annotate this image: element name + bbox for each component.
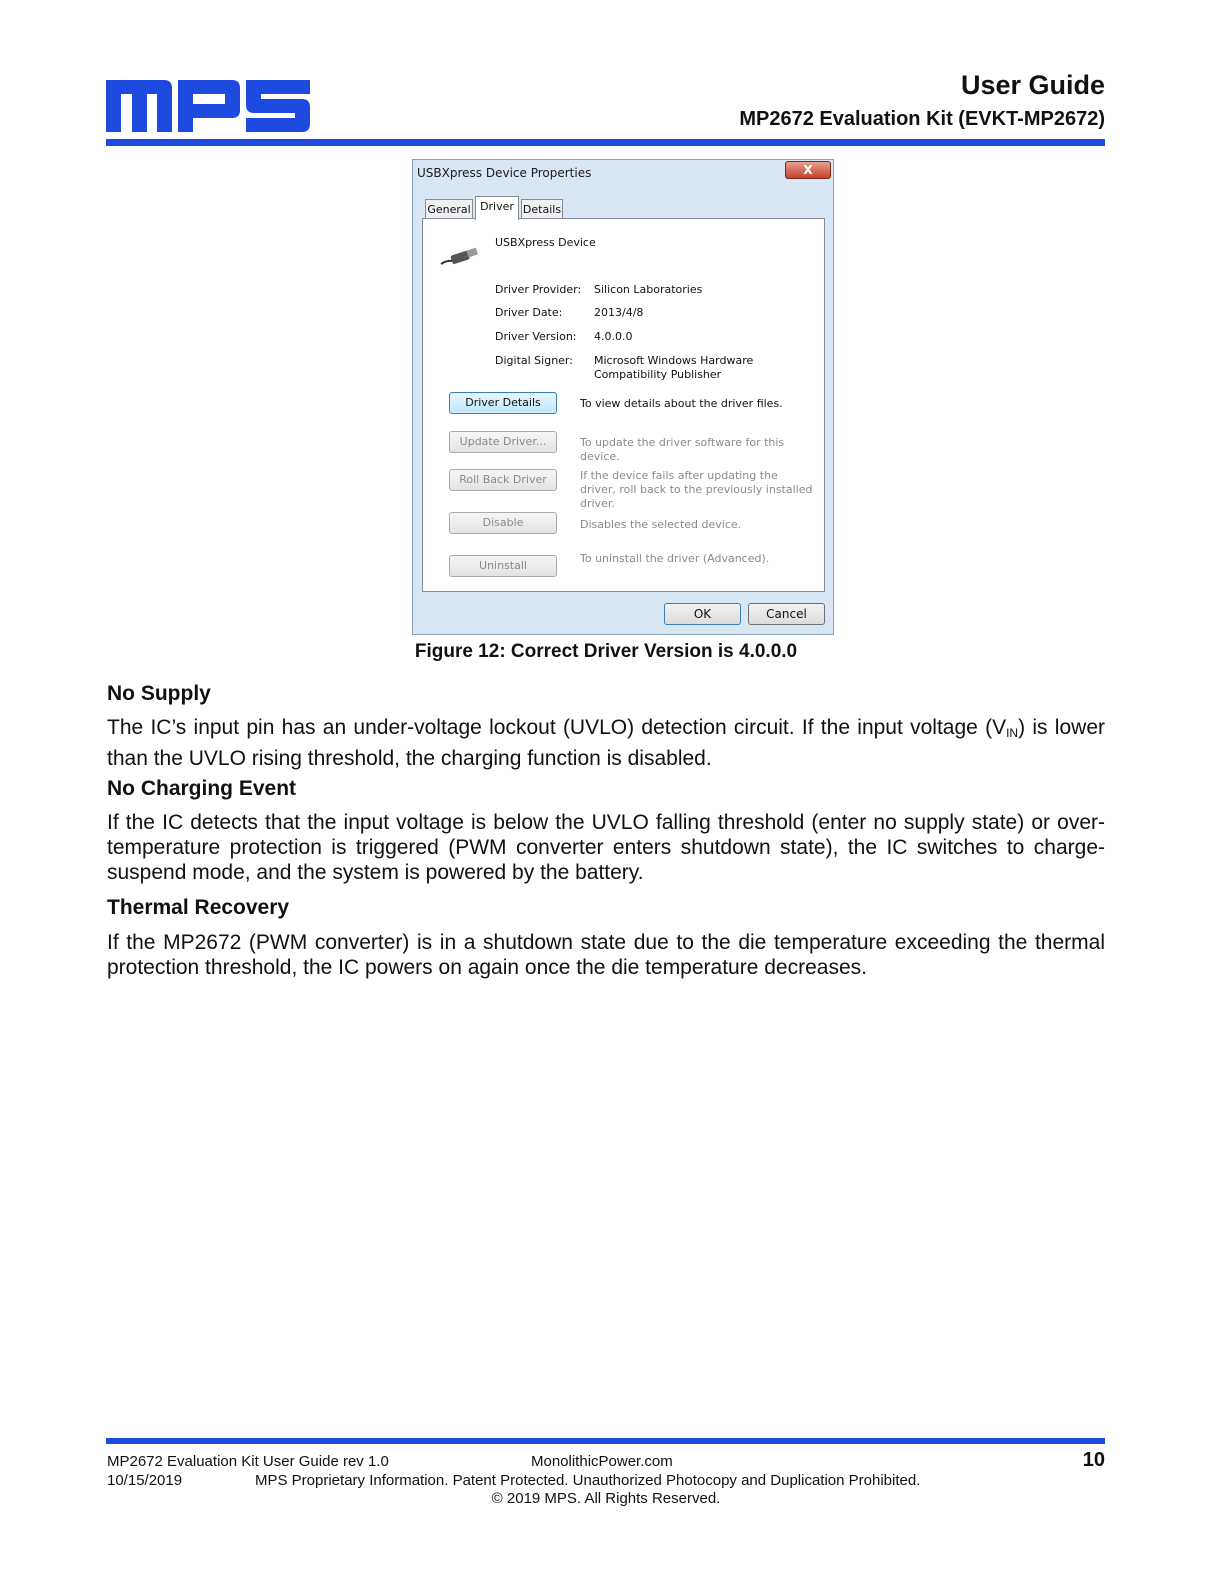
uninstall-description: To uninstall the driver (Advanced). — [580, 552, 770, 565]
driver-provider-value: Silicon Laboratories — [594, 283, 703, 296]
dialog-title: USBXpress Device Properties — [417, 166, 592, 180]
tab-general[interactable]: General — [425, 199, 473, 219]
tab-details[interactable]: Details — [521, 199, 563, 219]
driver-date-value: 2013/4/8 — [594, 306, 644, 319]
close-button[interactable]: X — [785, 161, 831, 179]
roll-back-driver-button[interactable]: Roll Back Driver — [449, 469, 557, 491]
device-name: USBXpress Device — [495, 236, 596, 249]
mps-logo — [106, 76, 310, 132]
heading-no-supply: No Supply — [107, 682, 211, 705]
footer-rule — [106, 1438, 1105, 1444]
heading-no-charging-event: No Charging Event — [107, 777, 297, 800]
figure-caption: Figure 12: Correct Driver Version is 4.0.0.0 — [414, 641, 798, 662]
usb-plug-icon — [439, 244, 479, 268]
disable-button[interactable]: Disable — [449, 512, 557, 534]
device-properties-dialog — [412, 159, 834, 635]
no-supply-text-end: ) is lower than the UVLO rising threshold, the charging function is disabled. — [107, 716, 1105, 770]
driver-version-label: Driver Version: — [495, 330, 577, 343]
paragraph-no-supply — [107, 715, 1105, 771]
driver-details-description: To view details about the driver files. — [580, 397, 783, 410]
uninstall-button[interactable]: Uninstall — [449, 555, 557, 577]
heading-thermal-recovery: Thermal Recovery — [107, 896, 290, 919]
page-number: 10 — [1082, 1449, 1105, 1471]
paragraph-thermal-recovery: If the MP2672 (PWM converter) is in a shutdown state due to the die temperature exceeding the thermal protection threshold, the IC powers on again once the die temperature decreases. — [107, 931, 1105, 979]
tab-driver[interactable]: Driver — [475, 196, 519, 220]
paragraph-no-charging-event: If the IC detects that the input voltage is below the UVLO falling threshold (enter no supply state) or over-temperature protection is triggered (PWM converter enters shutdown state), the IC switches to charge-suspend mode, and the system is powered by the battery. — [107, 811, 1105, 884]
no-supply-text-start: The IC’s input pin has an under-voltage lockout (UVLO) detection circuit. If the input voltage (V — [107, 716, 1007, 739]
mps-logo-graphic — [106, 76, 310, 132]
driver-details-button[interactable]: Driver Details — [449, 392, 557, 414]
driver-version-value: 4.0.0.0 — [594, 330, 633, 343]
driver-date-label: Driver Date: — [495, 306, 563, 319]
driver-provider-label: Driver Provider: — [495, 283, 582, 296]
vin-subscript: IN — [1006, 726, 1019, 740]
footer-date: 10/15/2019 — [107, 1472, 183, 1489]
update-driver-button[interactable]: Update Driver... — [449, 431, 557, 453]
digital-signer-label: Digital Signer: — [495, 354, 573, 367]
disable-description: Disables the selected device. — [580, 518, 742, 531]
ok-button[interactable]: OK — [664, 603, 741, 625]
header-rule — [106, 139, 1105, 146]
update-driver-description: To update the driver software for this device. — [580, 436, 785, 463]
footer-doc-rev: MP2672 Evaluation Kit User Guide rev 1.0 — [107, 1453, 389, 1470]
digital-signer-value: Microsoft Windows Hardware Compatibility Publisher — [594, 354, 754, 381]
roll-back-driver-description: If the device fails after updating the driver, roll back to the previously installed driver. — [580, 469, 813, 510]
footer-copyright: © 2019 MPS. All Rights Reserved. — [491, 1490, 721, 1507]
driver-tab-panel — [422, 218, 825, 592]
document-title: User Guide — [960, 70, 1105, 100]
cancel-button[interactable]: Cancel — [748, 603, 825, 625]
footer-proprietary: MPS Proprietary Information. Patent Protected. Unauthorized Photocopy and Duplication Prohibited. — [255, 1472, 921, 1489]
document-subtitle: MP2672 Evaluation Kit (EVKT-MP2672) — [739, 108, 1105, 130]
footer-website[interactable]: MonolithicPower.com — [531, 1453, 673, 1470]
